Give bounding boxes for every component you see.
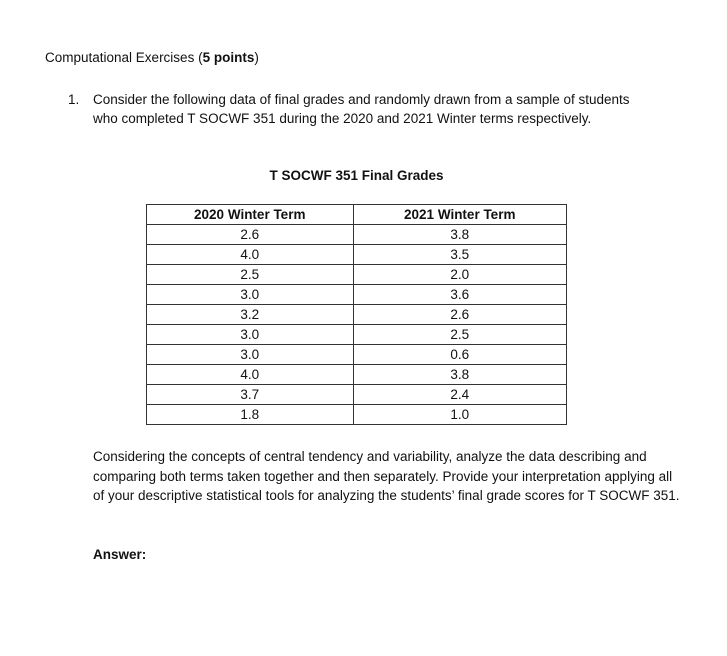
table-row	[147, 245, 567, 265]
grade-2021: 0.6	[353, 345, 567, 365]
grade-2021: 3.8	[353, 225, 567, 245]
column-header-2021: 2021 Winter Term	[353, 205, 567, 225]
grade-2020: 3.0	[147, 285, 354, 305]
grade-2020: 3.2	[147, 305, 354, 325]
question-number: 1.	[68, 92, 80, 107]
grade-2020: 2.5	[147, 265, 354, 285]
table-header-row	[147, 205, 567, 225]
grade-2021: 2.0	[353, 265, 567, 285]
grade-2020: 4.0	[147, 245, 354, 265]
table-row	[147, 345, 567, 365]
grade-2021: 3.5	[353, 245, 567, 265]
points-label: 5 points	[202, 50, 255, 65]
grades-table	[146, 204, 567, 425]
table-row	[147, 325, 567, 345]
table-row	[147, 385, 567, 405]
grade-2020: 1.8	[147, 405, 354, 425]
question-1	[68, 90, 648, 128]
table-row	[147, 365, 567, 385]
grade-2021: 2.4	[353, 385, 567, 405]
column-header-2020: 2020 Winter Term	[147, 205, 354, 225]
grade-2020: 2.6	[147, 225, 354, 245]
analysis-prompt: Considering the concepts of central tendency and variability, analyze the data describing and comparing both terms taken together and then separately. Provide your interpretation applying all of your descriptive statistical tools for analyzing the students’ final grade scores for T SOCWF 351.	[93, 449, 680, 503]
grade-2021: 3.6	[353, 285, 567, 305]
grade-2021: 3.8	[353, 365, 567, 385]
question-text: Consider the following data of final grades and randomly drawn from a sample of students who completed T SOCWF 351 during the 2020 and 2021 Winter terms respectively.	[93, 92, 630, 126]
table-row	[147, 225, 567, 245]
table-title: T SOCWF 351 Final Grades	[269, 168, 444, 183]
grade-2020: 3.0	[147, 345, 354, 365]
answer-label: Answer:	[93, 547, 147, 562]
table-row	[147, 305, 567, 325]
grade-2021: 2.6	[353, 305, 567, 325]
section-heading-prefix: Computational Exercises (	[45, 50, 203, 65]
section-heading-suffix: )	[254, 50, 259, 65]
grade-2021: 2.5	[353, 325, 567, 345]
table-row	[147, 405, 567, 425]
grade-2020: 3.7	[147, 385, 354, 405]
grade-2021: 1.0	[353, 405, 567, 425]
grade-2020: 3.0	[147, 325, 354, 345]
grade-2020: 4.0	[147, 365, 354, 385]
table-row	[147, 285, 567, 305]
section-heading	[45, 50, 259, 65]
table-row	[147, 265, 567, 285]
